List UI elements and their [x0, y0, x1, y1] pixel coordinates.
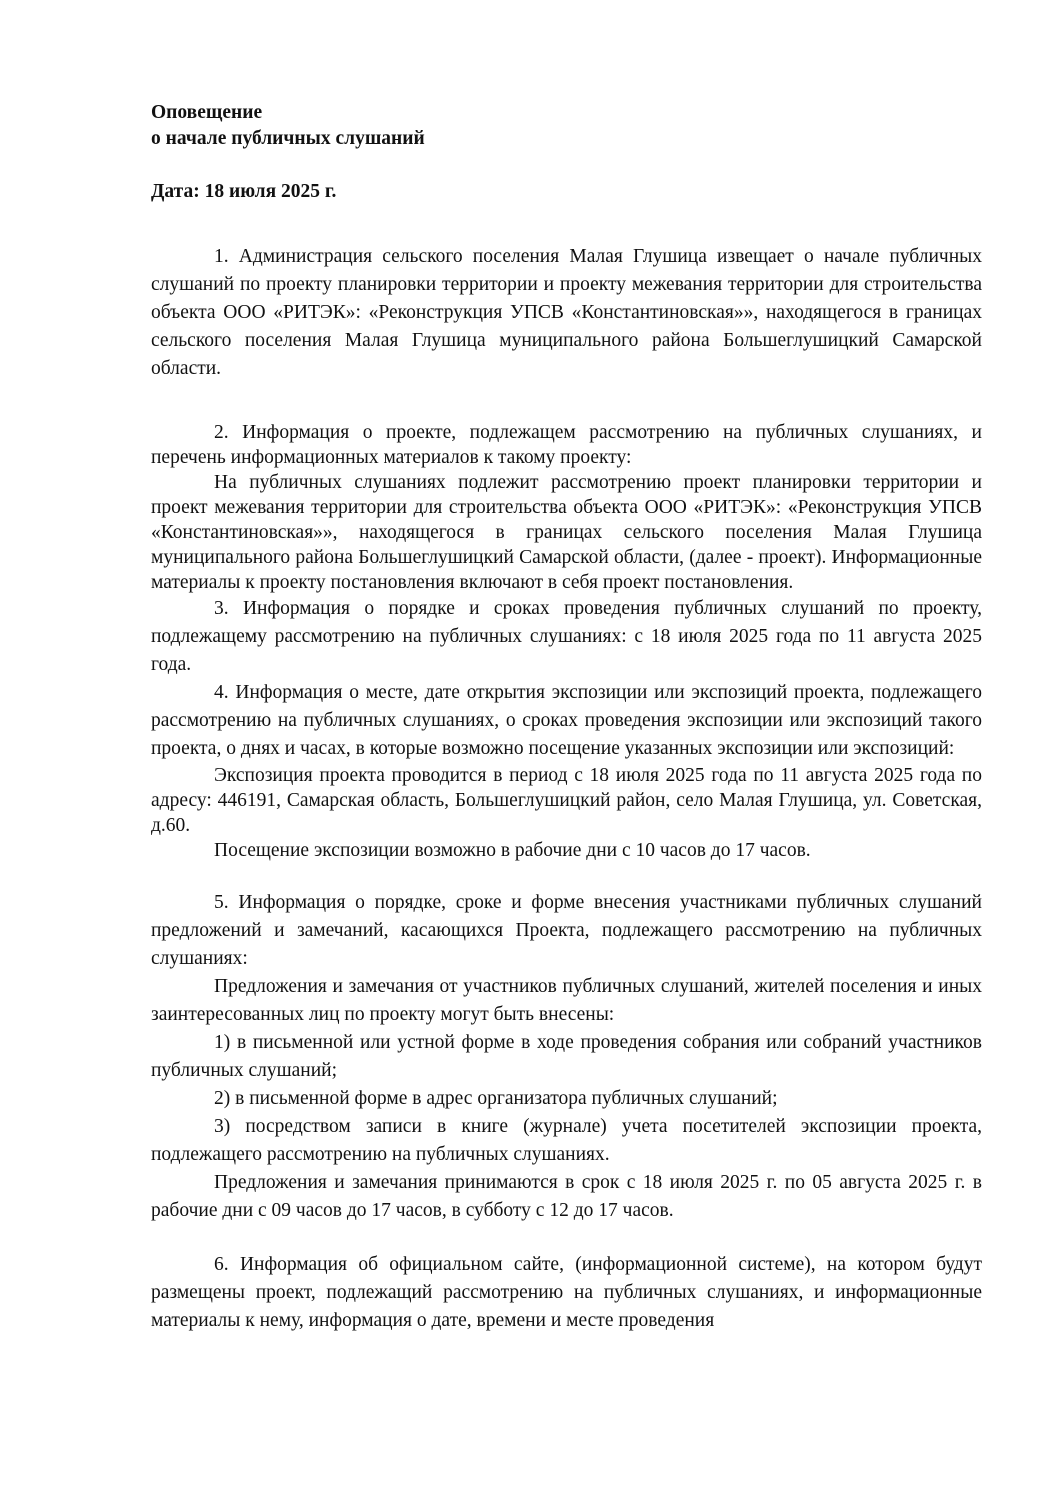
- document-page: [151, 100, 982, 1335]
- section-5-item-3: 3) посредством записи в книге (журнале) учета посетителей экспозиции проекта, подлежащего рассмотрению на публичных слушаниях.: [151, 1116, 982, 1165]
- section-1: 1. Администрация сельского поселения Малая Глушица извещает о начале публичных слушаний по проекту планировки территории и проекту межевания территории для строительства объекта ООО «РИТЭК»: «Реконструкция УПСВ «Константиновская»», находящегося в границах сельского поселения Малая Глушица муниципального района Большеглушицкий Самарской области.: [151, 246, 982, 379]
- section-2-body: На публичных слушаниях подлежит рассмотрению проект планировки территории и проект межевания территории для строительства объекта ООО «РИТЭК»: «Реконструкция УПСВ «Константиновская»», находящегося в границах сельского поселения Малая Глушица муниципального района Большеглушицкий Самарской области, (далее - проект). Информационные материалы к проекту постановления включают в себя проект постановления.: [151, 472, 982, 593]
- page-subtitle: о начале публичных слушаний: [151, 128, 425, 149]
- section-4-body-1: Экспозиция проекта проводится в период с 18 июля 2025 года по 11 августа 2025 года по адресу: 446191, Самарская область, Большеглушицкий район, село Малая Глушица, ул. Советская, д.60.: [151, 765, 982, 836]
- section-2: 2. Информация о проекте, подлежащем рассмотрению на публичных слушаниях, и перечень информационных материалов к такому проекту:: [151, 422, 982, 468]
- section-5-body-2: Предложения и замечания принимаются в срок с 18 июля 2025 г. по 05 августа 2025 г. в рабочие дни с 09 часов до 17 часов, в субботу с 12 до 17 часов.: [151, 1172, 982, 1221]
- section-5-body-1: Предложения и замечания от участников публичных слушаний, жителей поселения и иных заинтересованных лиц по проекту могут быть внесены:: [151, 976, 982, 1025]
- section-4: 4. Информация о месте, дате открытия экспозиции или экспозиций проекта, подлежащего рассмотрению на публичных слушаниях, о сроках проведения экспозиции или экспозиций такого проекта, о днях и часах, в которые возможно посещение указанных экспозиции или экспозиций:: [151, 682, 982, 759]
- section-5-item-2: 2) в письменной форме в адрес организатора публичных слушаний;: [214, 1088, 778, 1109]
- section-4-body-2: Посещение экспозиции возможно в рабочие дни с 10 часов до 17 часов.: [214, 840, 811, 861]
- page-title: Оповещение: [151, 102, 263, 123]
- section-5-item-1: 1) в письменной или устной форме в ходе проведения собрания или собраний участников публичных слушаний;: [151, 1032, 982, 1081]
- section-6: 6. Информация об официальном сайте, (информационной системе), на котором будут размещены проект, подлежащий рассмотрению на публичных слушаниях, и информационные материалы к нему, информация о дате, времени и месте проведения: [151, 1254, 982, 1331]
- document-date: Дата: 18 июля 2025 г.: [151, 181, 337, 202]
- section-5: 5. Информация о порядке, сроке и форме внесения участниками публичных слушаний предложений и замечаний, касающихся Проекта, подлежащего рассмотрению на публичных слушаниях:: [151, 892, 982, 969]
- section-3: 3. Информация о порядке и сроках проведения публичных слушаний по проекту, подлежащему рассмотрению на публичных слушаниях: с 18 июля 2025 года по 11 августа 2025 года.: [151, 598, 982, 675]
